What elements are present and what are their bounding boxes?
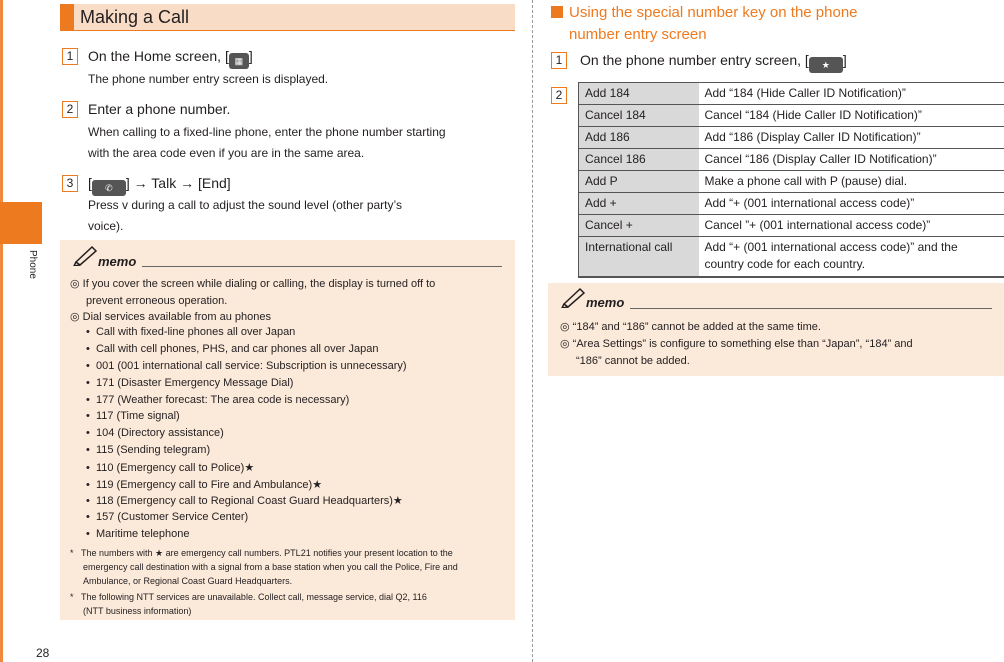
pencil-icon: [72, 244, 98, 266]
side-accent-strip: [0, 0, 3, 662]
option-name: Add 184: [579, 83, 699, 105]
option-description: Add “+ (001 international access code)”: [699, 193, 1004, 215]
memo-rule: [142, 266, 502, 267]
option-description: Cancel ”+ (001 international access code)”: [699, 215, 1004, 237]
star-key-icon: ★: [809, 57, 843, 73]
option-description: Add “+ (001 international access code)” and the country code for each country.: [699, 237, 1004, 277]
option-description: Add “184 (Hide Caller ID Notification)”: [699, 83, 1004, 105]
step-description: When calling to a fixed-line phone, enter the phone number starting with the area code even if you are in the same area.: [88, 125, 446, 160]
option-name: Cancel 186: [579, 149, 699, 171]
chapter-label: Phone: [27, 250, 38, 279]
table-row: [579, 83, 1004, 105]
section-square-icon: [551, 6, 563, 18]
list-item: • Call with fixed-line phones all over Japan: [86, 326, 296, 338]
step-instruction: [ ✆ ] → Talk → [End]: [88, 175, 231, 196]
step-number: 1: [62, 48, 78, 65]
option-name: International call: [579, 237, 699, 277]
table-row: [579, 215, 1004, 237]
option-description: Make a phone call with P (pause) dial.: [699, 171, 1004, 193]
list-item: • 104 (Directory assistance): [86, 427, 224, 439]
option-name: Cancel 184: [579, 105, 699, 127]
table-row: [579, 193, 1004, 215]
chapter-tab: [0, 202, 42, 244]
table-row: [579, 171, 1004, 193]
section-title: Making a Call: [80, 7, 190, 27]
option-name: Add +: [579, 193, 699, 215]
option-description: Cancel “184 (Hide Caller ID Notification)”: [699, 105, 1004, 127]
list-item: • 157 (Customer Service Center): [86, 511, 249, 523]
list-item: • 177 (Weather forecast: The area code is necessary): [86, 394, 350, 406]
footnote: * The following NTT services are unavailable. Collect call, message service, dial Q2, 116 (NTT business information): [70, 592, 427, 616]
step-instruction: On the phone number entry screen, [ ★ ]: [580, 52, 847, 73]
list-item: • 119 (Emergency call to Fire and Ambulance)★: [86, 479, 323, 491]
option-description: Add “186 (Display Caller ID Notification)”: [699, 127, 1004, 149]
section-title-bar: [60, 4, 515, 31]
step-number: 2: [551, 87, 567, 104]
memo-rule: [630, 308, 992, 309]
option-description: Cancel “186 (Display Caller ID Notification)”: [699, 149, 1004, 171]
memo-item: ◎ “184” and “186” cannot be added at the same time.: [560, 321, 821, 333]
list-item: • 110 (Emergency call to Police)★: [86, 462, 255, 474]
list-item: • 117 (Time signal): [86, 410, 180, 422]
special-number-table: [578, 82, 1004, 278]
column-divider: [532, 0, 533, 662]
table-row: [579, 237, 1004, 277]
step-number: 3: [62, 175, 78, 192]
list-item: • 118 (Emergency call to Regional Coast Guard Headquarters)★: [86, 495, 403, 507]
step-description: The phone number entry screen is displayed.: [88, 72, 329, 86]
memo-label: memo: [98, 254, 137, 269]
subsection-title: Using the special number key on the phone number entry screen: [551, 2, 858, 46]
option-name: Cancel +: [579, 215, 699, 237]
step-instruction: On the Home screen, [ ▦ ]: [88, 48, 253, 69]
option-name: Add 186: [579, 127, 699, 149]
step-description: Press v during a call to adjust the sound level (other party’s voice).: [88, 198, 402, 233]
dialpad-key-icon: ▦: [229, 53, 249, 69]
table-row: [579, 149, 1004, 171]
list-item: • 171 (Disaster Emergency Message Dial): [86, 377, 294, 389]
step-instruction: Enter a phone number.: [88, 101, 231, 117]
step-number: 1: [551, 52, 567, 69]
page-number: 28: [36, 646, 50, 660]
table-row: [579, 127, 1004, 149]
footnote: * The numbers with ★ are emergency call numbers. PTL21 notifies your present location to the emergency call destination with a signal from a base station when you call the Police, Fire and Ambulance, or Regional Coast Guard Headquarters.: [70, 548, 458, 586]
step-number: 2: [62, 101, 78, 118]
memo-item: ◎ Dial services available from au phones: [70, 311, 271, 323]
pencil-icon: [560, 286, 586, 308]
list-item: • Call with cell phones, PHS, and car phones all over Japan: [86, 343, 379, 355]
memo-item: ◎ “Area Settings” is configure to something else than “Japan”, “184” and “186” cannot be added.: [560, 338, 913, 367]
option-name: Add P: [579, 171, 699, 193]
memo-item: ◎ If you cover the screen while dialing or calling, the display is turned off to prevent erroneous operation.: [70, 278, 436, 307]
list-item: • 115 (Sending telegram): [86, 444, 211, 456]
list-item: • Maritime telephone: [86, 528, 190, 540]
table-row: [579, 105, 1004, 127]
list-item: • 001 (001 international call service: Subscription is unnecessary): [86, 360, 407, 372]
phone-key-icon: ✆: [92, 180, 126, 196]
memo-label: memo: [586, 295, 625, 310]
